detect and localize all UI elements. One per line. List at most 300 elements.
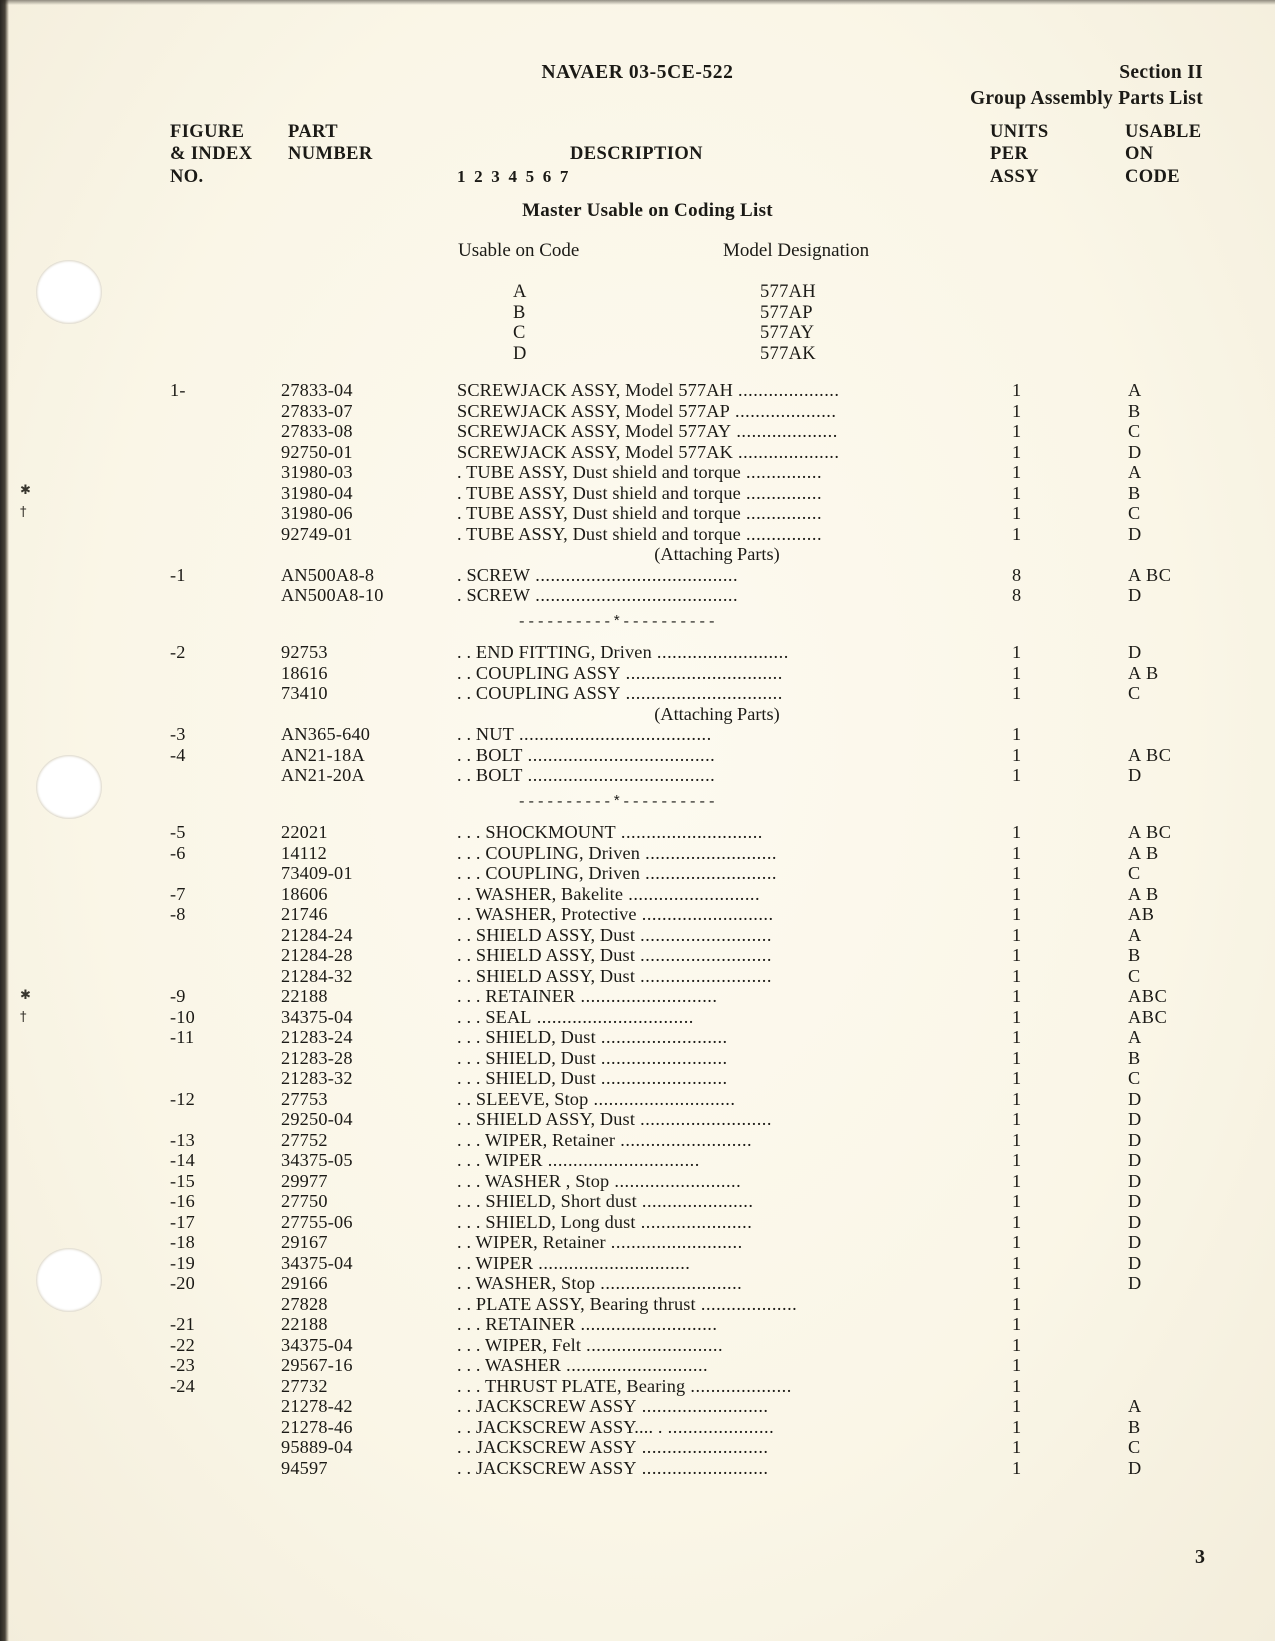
units-per-assy: 1 xyxy=(1012,1273,1022,1293)
col-header-figure-line2: & INDEX xyxy=(170,144,253,164)
part-description xyxy=(457,1273,742,1294)
usable-on-code: A B xyxy=(1128,883,1159,904)
part-description-text: SCREWJACK ASSY, Model 577AY xyxy=(457,421,732,441)
part-description xyxy=(457,1253,690,1274)
usable-on-code: D xyxy=(1128,1109,1142,1129)
parts-table-row xyxy=(0,1048,1275,1069)
leader-dots: ............................ xyxy=(588,1088,736,1109)
part-description xyxy=(457,925,772,946)
parts-table-row xyxy=(0,1335,1275,1356)
parts-table-row xyxy=(0,1089,1275,1110)
part-number: 21746 xyxy=(281,904,328,924)
units-per-assy: 1 xyxy=(1012,924,1022,945)
part-description-text: . . JACKSCREW ASSY.... . xyxy=(457,1416,663,1437)
group-separator-row xyxy=(0,614,1275,635)
parts-table-row xyxy=(0,1212,1275,1233)
parts-table-row xyxy=(0,1355,1275,1376)
part-description-text: . . . SHOCKMOUNT xyxy=(457,822,616,842)
part-number: 29167 xyxy=(281,1232,328,1252)
parts-table-row xyxy=(0,1314,1275,1335)
parts-table-row xyxy=(0,843,1275,864)
part-description xyxy=(457,884,760,905)
leader-dots: .......................... xyxy=(635,924,772,945)
units-per-assy: 1 xyxy=(1012,965,1022,986)
figure-index-number: -9 xyxy=(170,986,186,1006)
part-number: 21283-32 xyxy=(281,1068,353,1088)
units-per-assy: 8 xyxy=(1012,585,1022,605)
part-description xyxy=(457,745,715,766)
coding-list-row xyxy=(0,282,1275,303)
part-number: 27833-08 xyxy=(281,421,353,441)
units-per-assy: 1 xyxy=(1012,1252,1022,1273)
units-per-assy: 1 xyxy=(1012,503,1022,523)
figure-index-number: -24 xyxy=(170,1375,195,1396)
usable-on-code: A BC xyxy=(1128,564,1172,585)
coding-list-rows xyxy=(0,282,1275,364)
units-per-assy: 1 xyxy=(1012,1006,1022,1027)
part-description xyxy=(457,1212,752,1233)
coding-list-row xyxy=(0,323,1275,344)
parts-table-row xyxy=(0,863,1275,884)
parts-table-row xyxy=(0,745,1275,766)
part-description-text: . . . SEAL xyxy=(457,1006,532,1027)
part-number: 31980-03 xyxy=(281,462,353,482)
leader-dots: ........................................ xyxy=(530,585,739,605)
part-description xyxy=(457,863,777,884)
part-description xyxy=(457,1458,768,1479)
part-description xyxy=(457,1396,768,1417)
usable-on-code: A B xyxy=(1128,662,1159,683)
col-header-usable-line3: CODE xyxy=(1125,167,1181,187)
leader-dots: ............................ xyxy=(615,822,763,842)
group-separator-line: ----------*---------- xyxy=(517,613,717,631)
figure-index-number: -10 xyxy=(170,1006,195,1027)
units-per-assy: 1 xyxy=(1012,1027,1022,1047)
usable-on-code: A xyxy=(1128,924,1142,945)
units-per-assy: 1 xyxy=(1012,863,1022,883)
usable-on-code: D xyxy=(1128,642,1142,662)
figure-index-number: -14 xyxy=(170,1150,195,1170)
part-description xyxy=(457,765,715,786)
part-description-text: . . BOLT xyxy=(457,765,523,785)
coding-list-model: 577AY xyxy=(760,323,815,344)
attaching-parts-label: (Attaching Parts) xyxy=(654,544,780,564)
part-number: 27833-07 xyxy=(281,400,353,421)
leader-dots: ............... xyxy=(740,462,823,482)
page-number: 3 xyxy=(1195,1546,1205,1568)
parts-table-row xyxy=(0,585,1275,606)
units-per-assy: 1 xyxy=(1012,1129,1022,1150)
units-per-assy: 1 xyxy=(1012,883,1022,904)
part-description xyxy=(457,1130,752,1151)
parts-table-row xyxy=(0,565,1275,586)
parts-table-row xyxy=(0,1007,1275,1028)
part-description xyxy=(457,1232,743,1253)
group-separator-line: ----------*---------- xyxy=(517,793,717,811)
figure-index-number: -7 xyxy=(170,883,186,904)
part-description-text: . . COUPLING ASSY xyxy=(457,662,621,683)
part-description xyxy=(457,724,712,745)
leader-dots: ............................... xyxy=(531,1006,694,1027)
part-number: 21283-24 xyxy=(281,1027,353,1047)
units-per-assy: 1 xyxy=(1012,765,1022,785)
part-number: 34375-05 xyxy=(281,1150,353,1170)
part-description xyxy=(457,1171,741,1192)
part-description-text: . TUBE ASSY, Dust shield and torque xyxy=(457,503,741,523)
part-description xyxy=(457,1027,728,1048)
units-per-assy: 1 xyxy=(1012,1375,1022,1396)
coding-list-code: A xyxy=(513,282,527,302)
part-description xyxy=(457,1109,772,1130)
parts-table-row xyxy=(0,1191,1275,1212)
figure-index-number: -2 xyxy=(170,642,186,662)
leader-dots: .......................... xyxy=(636,904,774,924)
figure-index-number: -13 xyxy=(170,1129,195,1150)
leader-dots: .......................... xyxy=(623,883,761,904)
part-description-text: . SCREW xyxy=(457,564,531,585)
usable-on-code: D xyxy=(1128,1232,1142,1252)
scan-speck-artifact: ✱ † xyxy=(20,483,31,520)
part-description-text: . . SLEEVE, Stop xyxy=(457,1088,589,1109)
part-description-text: . . SHIELD ASSY, Dust xyxy=(457,945,636,965)
row-spacer xyxy=(0,786,1275,794)
part-description xyxy=(457,683,783,704)
part-description xyxy=(457,1089,735,1110)
usable-on-code: B xyxy=(1128,1416,1141,1437)
units-per-assy: 1 xyxy=(1012,683,1022,703)
usable-on-code: D xyxy=(1128,1273,1142,1293)
usable-on-code: A xyxy=(1128,462,1142,482)
part-description-text: . TUBE ASSY, Dust shield and torque xyxy=(457,462,741,482)
parts-table-row xyxy=(0,483,1275,504)
part-number: 21278-46 xyxy=(281,1416,353,1437)
parts-table-row xyxy=(0,724,1275,745)
units-per-assy: 1 xyxy=(1012,662,1022,683)
part-number: 14112 xyxy=(281,842,328,863)
leader-dots: ............................... xyxy=(620,662,783,683)
usable-on-code: B xyxy=(1128,400,1141,421)
part-description-text: . . END FITTING, Driven xyxy=(457,642,652,662)
units-per-assy: 8 xyxy=(1012,564,1022,585)
part-number: 31980-04 xyxy=(281,482,353,503)
usable-on-code: ABC xyxy=(1128,1006,1168,1027)
parts-table-row xyxy=(0,1171,1275,1192)
usable-on-code: D xyxy=(1128,1211,1142,1232)
leader-dots: ...................... xyxy=(635,1211,753,1232)
leader-dots: ............... xyxy=(740,482,823,503)
parts-table-row xyxy=(0,642,1275,663)
usable-on-code: D xyxy=(1128,1129,1142,1150)
usable-on-code: C xyxy=(1128,1068,1141,1088)
parts-table-row xyxy=(0,503,1275,524)
leader-dots: ..................................... xyxy=(522,765,716,785)
usable-on-code: A xyxy=(1128,1027,1142,1047)
part-number: 27833-04 xyxy=(281,380,353,400)
leader-dots: ..................... xyxy=(662,1416,775,1437)
leader-dots: ............................... xyxy=(620,683,783,703)
leader-dots: .......................... xyxy=(640,842,777,863)
parts-table-row xyxy=(0,1253,1275,1274)
part-description xyxy=(457,1048,728,1069)
leader-dots: ........................... xyxy=(575,1314,718,1334)
leader-dots: .......................... xyxy=(635,965,772,986)
figure-index-number: -8 xyxy=(170,904,186,924)
leader-dots: .......................... xyxy=(640,863,777,883)
figure-index-number: -4 xyxy=(170,744,186,765)
parts-table-row xyxy=(0,1150,1275,1171)
part-description-text: . . . WIPER xyxy=(457,1150,543,1170)
leader-dots: ......................... xyxy=(636,1437,769,1457)
part-number: 21278-42 xyxy=(281,1396,353,1416)
part-description xyxy=(457,1150,700,1171)
section-subtitle: Group Assembly Parts List xyxy=(969,88,1203,109)
usable-on-code: C xyxy=(1128,421,1141,441)
leader-dots: ......................... xyxy=(595,1047,728,1068)
part-description-text: . SCREW xyxy=(457,585,531,605)
leader-dots: .................... xyxy=(732,380,840,400)
figure-index-number: -1 xyxy=(170,564,186,585)
parts-table-row xyxy=(0,986,1275,1007)
units-per-assy: 1 xyxy=(1012,1232,1022,1252)
part-number: 31980-06 xyxy=(281,503,353,523)
part-description xyxy=(457,1294,797,1315)
coding-list-col-model: Model Designation xyxy=(723,240,870,261)
units-per-assy: 1 xyxy=(1012,842,1022,863)
part-description-text: . . BOLT xyxy=(457,744,523,765)
usable-on-code: D xyxy=(1128,441,1142,462)
usable-on-code: A BC xyxy=(1128,744,1172,765)
parts-table-row xyxy=(0,925,1275,946)
part-description-text: . . WIPER, Retainer xyxy=(457,1232,606,1252)
part-description-text: . . . RETAINER xyxy=(457,1314,576,1334)
group-separator-row xyxy=(0,794,1275,815)
coding-list-title: Master Usable on Coding List xyxy=(522,200,773,221)
document-number: NAVAER 03-5CE-522 xyxy=(541,62,734,83)
parts-table-row xyxy=(0,1458,1275,1479)
units-per-assy: 1 xyxy=(1012,1396,1022,1416)
leader-dots: ............... xyxy=(740,503,823,523)
units-per-assy: 1 xyxy=(1012,1416,1022,1437)
part-description-text: . . . WIPER, Retainer xyxy=(457,1129,616,1150)
part-description-text: . . NUT xyxy=(457,724,514,744)
usable-on-code: B xyxy=(1128,945,1141,965)
part-description-text: . . . SHIELD, Long dust xyxy=(457,1211,636,1232)
figure-index-number: -6 xyxy=(170,842,186,863)
part-description-text: . TUBE ASSY, Dust shield and torque xyxy=(457,482,741,503)
units-per-assy: 1 xyxy=(1012,1437,1022,1457)
parts-table-row xyxy=(0,663,1275,684)
col-header-usable-line2: ON xyxy=(1125,144,1154,164)
part-description xyxy=(457,663,783,684)
figure-index-number: -22 xyxy=(170,1334,195,1355)
figure-index-number: -5 xyxy=(170,822,186,842)
part-number: AN365-640 xyxy=(281,724,371,744)
units-per-assy: 1 xyxy=(1012,421,1022,441)
units-per-assy: 1 xyxy=(1012,945,1022,965)
coding-list-row xyxy=(0,344,1275,365)
figure-index-number: -12 xyxy=(170,1088,195,1109)
col-header-figure-line3: NO. xyxy=(170,167,204,187)
units-per-assy: 1 xyxy=(1012,1355,1022,1375)
part-number: 18616 xyxy=(281,662,328,683)
leader-dots: .................... xyxy=(732,441,840,462)
col-header-units-line1: UNITS xyxy=(990,122,1049,142)
part-description xyxy=(457,462,822,483)
part-description-text: . . . WIPER, Felt xyxy=(457,1334,582,1355)
part-description xyxy=(457,401,836,422)
coding-list-row xyxy=(0,303,1275,324)
part-number: 21283-28 xyxy=(281,1047,353,1068)
parts-table-row xyxy=(0,380,1275,401)
part-description xyxy=(457,565,738,586)
part-number: 29250-04 xyxy=(281,1109,353,1129)
units-per-assy: 1 xyxy=(1012,1457,1022,1478)
part-description-text: . . SHIELD ASSY, Dust xyxy=(457,924,636,945)
part-description-text: . . . COUPLING, Driven xyxy=(457,863,641,883)
usable-on-code: C xyxy=(1128,1437,1141,1457)
part-description-text: . . SHIELD ASSY, Dust xyxy=(457,1109,636,1129)
part-description-text: . . . RETAINER xyxy=(457,986,576,1006)
units-per-assy: 1 xyxy=(1012,822,1022,842)
parts-table-row xyxy=(0,1232,1275,1253)
leader-dots: .......................... xyxy=(635,945,772,965)
usable-on-code: A BC xyxy=(1128,822,1172,842)
part-description xyxy=(457,1314,717,1335)
part-number: 34375-04 xyxy=(281,1006,353,1027)
scan-speck-artifact: ✱ † xyxy=(20,988,31,1025)
part-description xyxy=(457,945,772,966)
leader-dots: ........................................ xyxy=(530,564,739,585)
col-header-units-line2: PER xyxy=(990,144,1029,164)
coding-list-col-code: Usable on Code xyxy=(458,240,580,261)
part-description-text: . . . SHIELD, Dust xyxy=(457,1068,596,1088)
part-description-text: . . WASHER, Protective xyxy=(457,904,637,924)
figure-index-number: -20 xyxy=(170,1273,195,1293)
part-description-text: . . WASHER, Bakelite xyxy=(457,883,624,904)
attaching-parts-label-row xyxy=(0,704,1275,725)
leader-dots: ............................ xyxy=(561,1355,709,1375)
units-per-assy: 1 xyxy=(1012,1211,1022,1232)
coding-list-model: 577AK xyxy=(760,343,816,364)
part-description xyxy=(457,642,789,663)
part-description-text: SCREWJACK ASSY, Model 577AK xyxy=(457,441,733,462)
section-title: Section II xyxy=(1119,62,1203,83)
figure-index-number: -17 xyxy=(170,1211,195,1232)
part-description xyxy=(457,380,839,401)
units-per-assy: 1 xyxy=(1012,1109,1022,1129)
usable-on-code: C xyxy=(1128,965,1141,986)
leader-dots: ......................... xyxy=(636,1457,769,1478)
part-description-text: . . JACKSCREW ASSY xyxy=(457,1396,637,1416)
parts-table-row xyxy=(0,683,1275,704)
part-description-text: . . WASHER, Stop xyxy=(457,1273,596,1293)
col-header-indent-levels: 1 2 3 4 5 6 7 xyxy=(457,167,571,186)
units-per-assy: 1 xyxy=(1012,986,1022,1006)
units-per-assy: 1 xyxy=(1012,462,1022,482)
part-description-text: SCREWJACK ASSY, Model 577AH xyxy=(457,380,733,400)
parts-table-row xyxy=(0,1417,1275,1438)
parts-table-row xyxy=(0,462,1275,483)
units-per-assy: 1 xyxy=(1012,1088,1022,1109)
part-number: 92749-01 xyxy=(281,523,353,544)
usable-on-code: AB xyxy=(1128,904,1155,924)
parts-table-row xyxy=(0,1437,1275,1458)
part-description xyxy=(457,585,738,606)
row-spacer xyxy=(0,606,1275,614)
part-description xyxy=(457,843,777,864)
leader-dots: .............................. xyxy=(533,1252,691,1273)
part-description-text: . . . SHIELD, Dust xyxy=(457,1047,596,1068)
leader-dots: .................... xyxy=(685,1375,792,1396)
part-description xyxy=(457,1355,708,1376)
part-description-text: . . PLATE ASSY, Bearing thrust xyxy=(457,1293,696,1314)
leader-dots: ...................................... xyxy=(513,724,712,744)
usable-on-code: ABC xyxy=(1128,986,1168,1006)
part-description xyxy=(457,483,822,504)
leader-dots: .................... xyxy=(729,400,837,421)
figure-index-number: -11 xyxy=(170,1027,195,1047)
attaching-parts-label: (Attaching Parts) xyxy=(654,703,780,724)
col-header-figure-line1: FIGURE xyxy=(170,122,245,142)
units-per-assy: 1 xyxy=(1012,523,1022,544)
part-description xyxy=(457,503,822,524)
part-description-text: . . . WASHER xyxy=(457,1355,562,1375)
parts-table-row xyxy=(0,442,1275,463)
parts-table-row xyxy=(0,1068,1275,1089)
units-per-assy: 1 xyxy=(1012,400,1022,421)
usable-on-code: D xyxy=(1128,1088,1142,1109)
part-number: 21284-32 xyxy=(281,965,353,986)
units-per-assy: 1 xyxy=(1012,1150,1022,1170)
leader-dots: ..................................... xyxy=(522,744,716,765)
figure-index-number: -16 xyxy=(170,1191,195,1211)
part-number: 27732 xyxy=(281,1375,328,1396)
units-per-assy: 1 xyxy=(1012,642,1022,662)
usable-on-code: D xyxy=(1128,523,1142,544)
units-per-assy: 1 xyxy=(1012,1191,1022,1211)
part-number: 34375-04 xyxy=(281,1252,353,1273)
leader-dots: ......................... xyxy=(595,1068,728,1088)
col-header-usable-line1: USABLE xyxy=(1125,122,1202,142)
part-number: 73410 xyxy=(281,683,328,703)
part-description xyxy=(457,986,717,1007)
figure-index-number: 1- xyxy=(170,380,186,400)
leader-dots: ........................... xyxy=(581,1334,724,1355)
part-description-text: . . JACKSCREW ASSY xyxy=(457,1437,637,1457)
coding-list-code: B xyxy=(513,302,526,323)
usable-on-code: A xyxy=(1128,1396,1142,1416)
leader-dots: ........................... xyxy=(575,986,718,1006)
usable-on-code: D xyxy=(1128,1252,1142,1273)
coding-list-code: D xyxy=(513,343,527,364)
parts-table-row xyxy=(0,421,1275,442)
part-number: 22188 xyxy=(281,1314,328,1334)
part-number: 29977 xyxy=(281,1170,328,1191)
leader-dots: ............................ xyxy=(595,1273,743,1293)
figure-index-number: -18 xyxy=(170,1232,195,1252)
usable-on-code: C xyxy=(1128,503,1141,523)
part-number: 27828 xyxy=(281,1293,328,1314)
leader-dots: ............... xyxy=(740,523,823,544)
usable-on-code: A xyxy=(1128,380,1142,400)
leader-dots: .......................... xyxy=(605,1232,743,1252)
part-description-text: . . COUPLING ASSY xyxy=(457,683,621,703)
part-description-text: . . JACKSCREW ASSY xyxy=(457,1457,637,1478)
part-number: 22021 xyxy=(281,822,328,842)
leader-dots: .......................... xyxy=(615,1129,753,1150)
part-description xyxy=(457,1335,723,1356)
leader-dots: ......................... xyxy=(595,1027,728,1047)
